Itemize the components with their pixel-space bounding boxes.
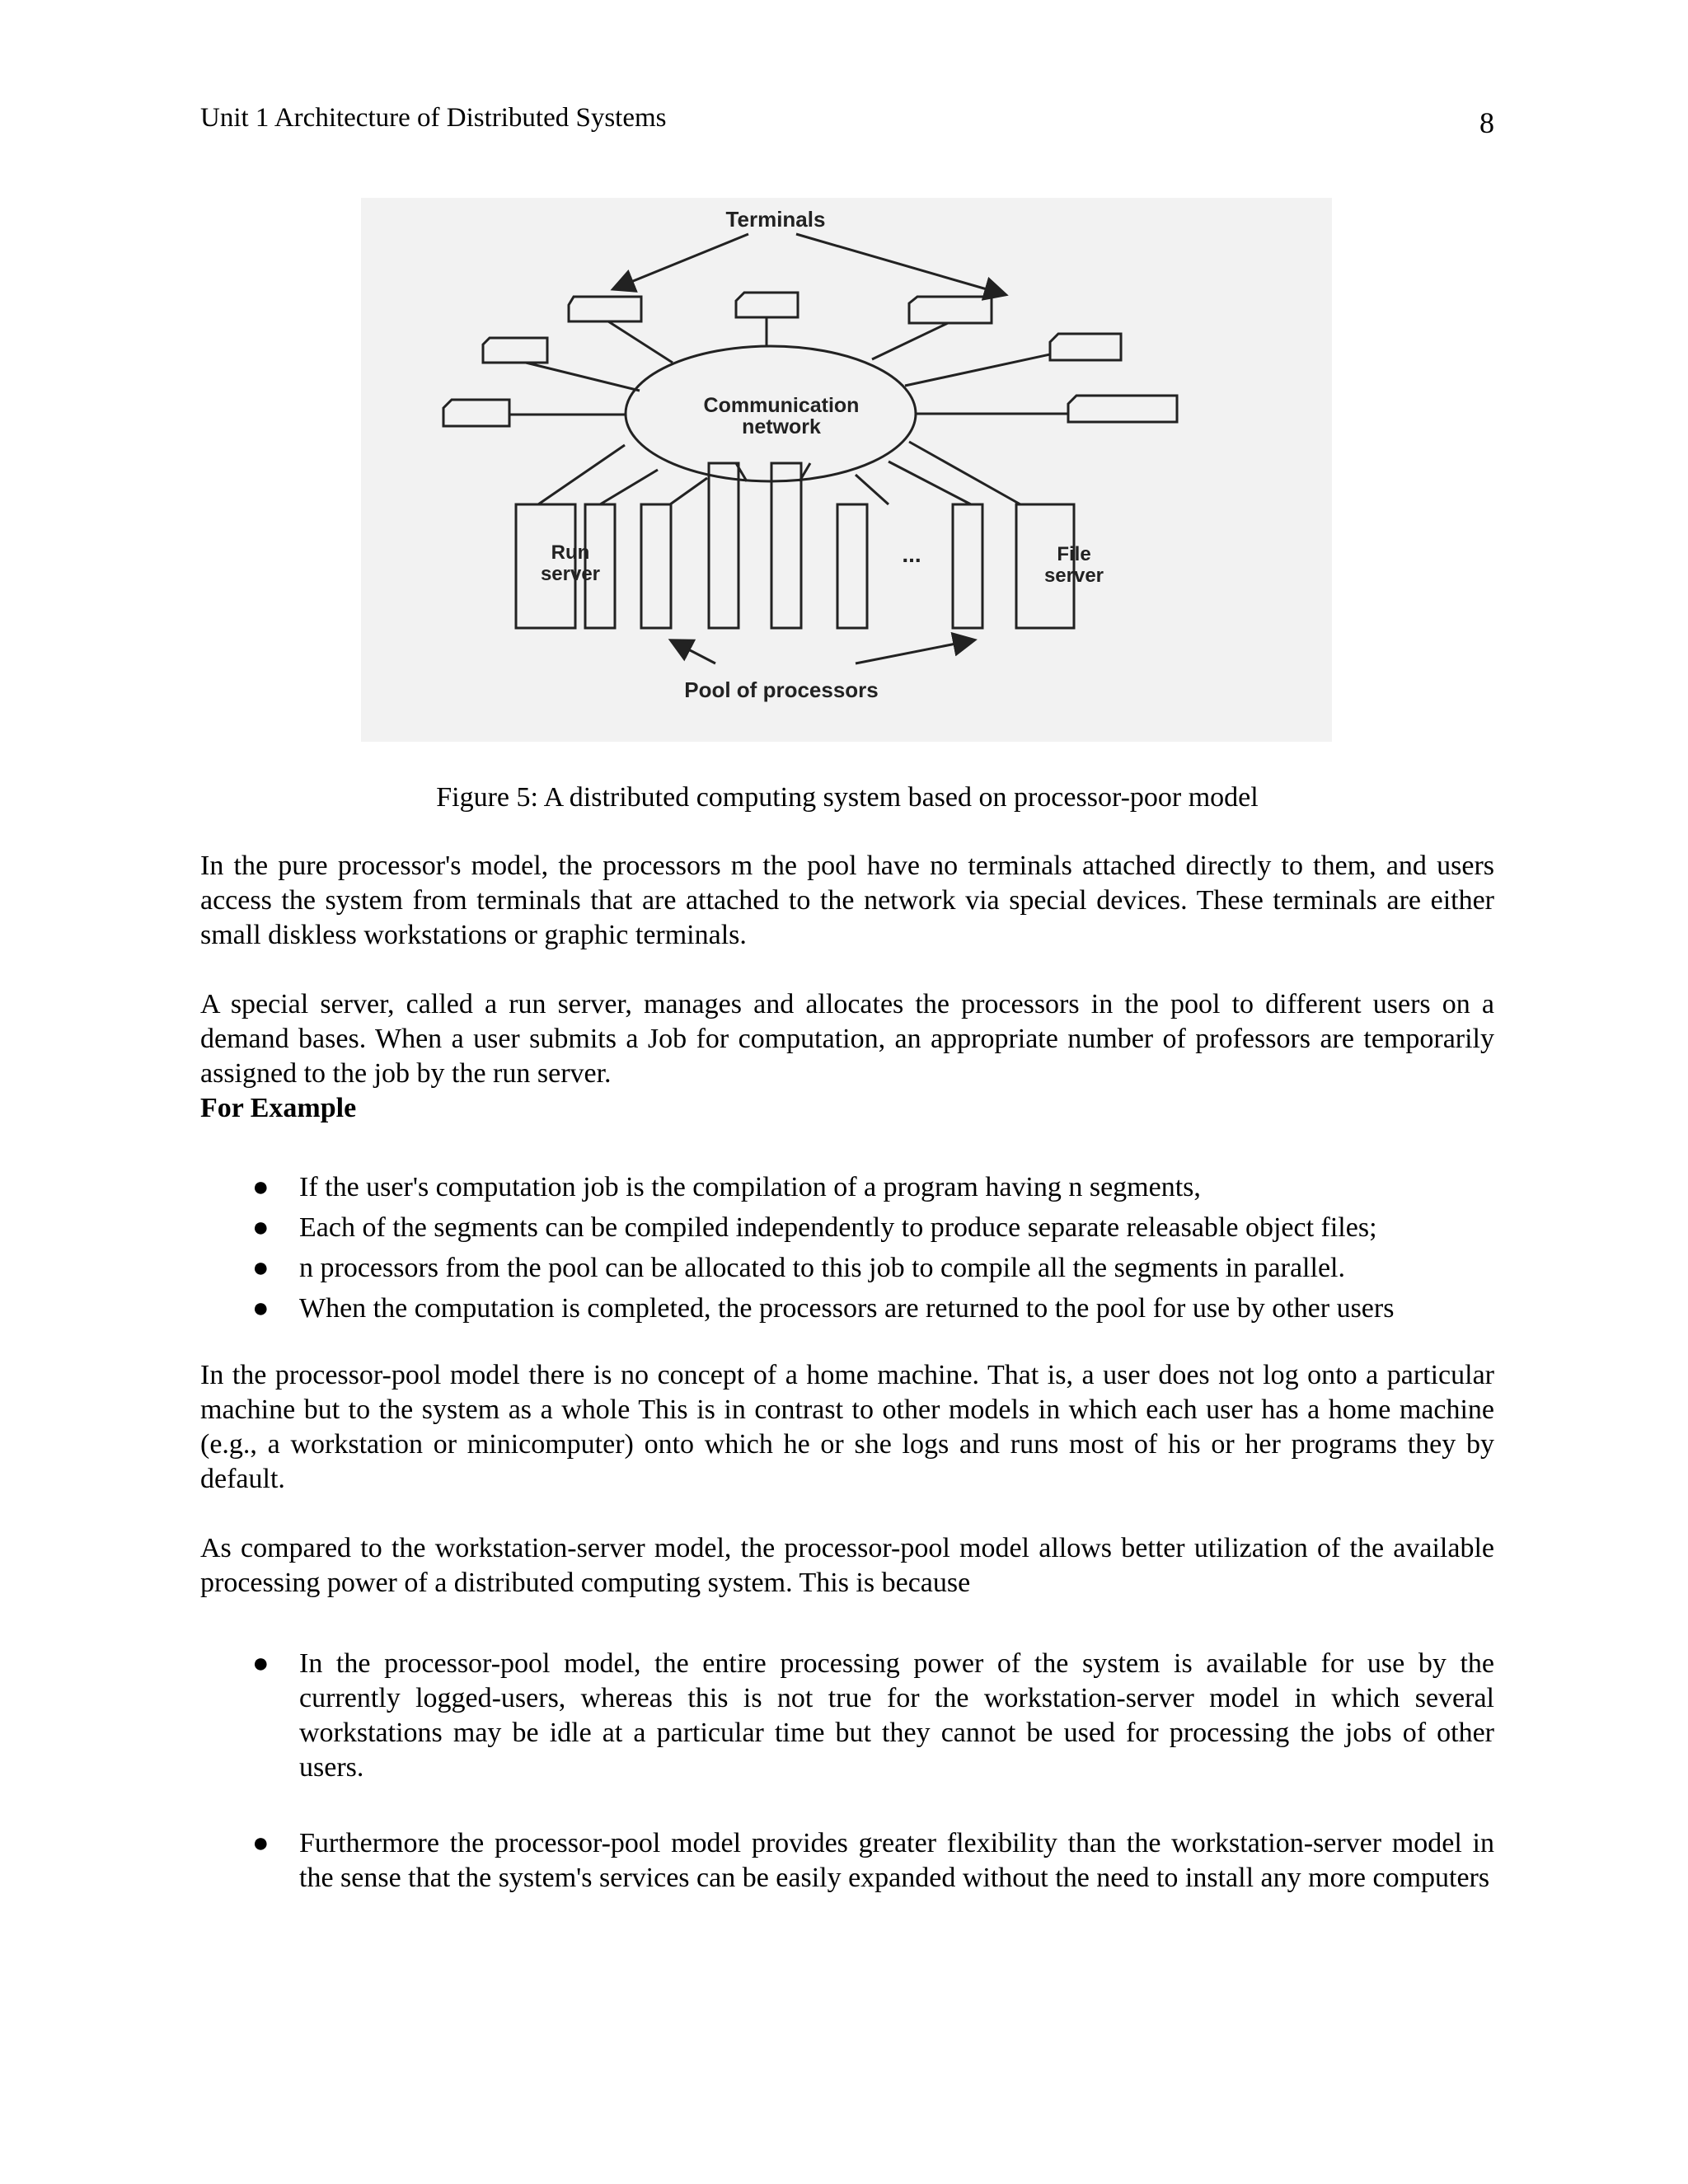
paragraph-4: As compared to the workstation-server model, the processor-pool model allows better utilization of the available processing power of a distributed computing system. This is because <box>200 1533 1494 1598</box>
processor-box <box>837 504 867 628</box>
list-item <box>200 1207 1494 1248</box>
list-item <box>200 1826 1494 1896</box>
connection-line <box>600 470 658 504</box>
bullet-icon: ● <box>252 1172 270 1202</box>
figure-caption: Figure 5: A distributed computing system based on processor-poor model <box>436 782 1259 813</box>
processor-box <box>709 463 738 628</box>
connection-line <box>608 321 673 363</box>
list-item <box>200 1248 1494 1288</box>
processor-box <box>771 463 801 628</box>
terminals-arrow-left <box>615 234 748 288</box>
connection-line <box>905 354 1050 386</box>
list-item <box>200 1288 1494 1329</box>
label-ellipsis: ... <box>902 541 921 567</box>
reason-bullet-list <box>200 1647 1494 1785</box>
example-heading: For Example <box>200 1093 357 1123</box>
figure-image <box>361 198 1332 742</box>
connection-line <box>872 323 948 359</box>
terminal-icon <box>569 297 641 321</box>
list-item-text: In the processor-pool model, the entire processing power of the system is available for use by the currently logged-users, whereas this is not true for the workstation-server model in which several workstations may be idle at a particular time but they cannot be used for processing the jobs of other users. <box>299 1648 1494 1783</box>
label-run-server-line1: Run <box>551 541 590 564</box>
label-network-line1: Communication <box>703 394 860 417</box>
pool-arrow-right <box>856 640 973 663</box>
processor-box <box>641 504 671 628</box>
bullet-icon: ● <box>252 1648 270 1679</box>
label-pool: Pool of processors <box>684 677 879 702</box>
bullet-icon: ● <box>252 1212 270 1243</box>
terminal-icon <box>736 293 798 317</box>
reason-bullet-list-2 <box>200 1826 1494 1896</box>
list-item-text: When the computation is completed, the processors are returned to the pool for use by other users <box>299 1293 1395 1324</box>
pool-arrow-left <box>673 641 715 663</box>
terminal-icon <box>1068 396 1177 422</box>
bullet-icon: ● <box>252 1828 270 1858</box>
distributed-system-diagram <box>361 198 1332 742</box>
page-number: 8 <box>1479 106 1494 139</box>
list-item <box>200 1167 1494 1207</box>
page-header <box>200 97 1494 138</box>
connection-line <box>538 445 625 504</box>
label-run-server-line2: server <box>540 563 601 585</box>
terminals-arrow-right <box>796 234 1004 294</box>
processor-box <box>953 504 982 628</box>
label-terminals: Terminals <box>725 207 826 232</box>
connection-line <box>909 442 1020 504</box>
list-item-text: Furthermore the processor-pool model provides greater flexibility than the workstation-server model in the sense that the system's services can be easily expanded without the need to install any more computers <box>299 1828 1494 1893</box>
paragraph-2: A special server, called a run server, manages and allocates the processors in the pool to different users on a demand bases. When a user submits a Job for computation, an appropriate number of professors are temporarily assigned to the job by the run server. <box>200 989 1494 1089</box>
list-item-text: n processors from the pool can be allocated to this job to compile all the segments in parallel. <box>299 1253 1345 1283</box>
label-file-server-line2: server <box>1043 565 1104 587</box>
terminal-icon <box>483 338 547 363</box>
paragraph-1: In the pure processor's model, the processors m the pool have no terminals attached directly to them, and users access the system from terminals that are attached to the network via special devices. These terminals are either small diskless workstations or graphic terminals. <box>200 851 1494 950</box>
connection-line <box>526 363 640 391</box>
list-item-text: If the user's computation job is the compilation of a program having n segments, <box>299 1172 1201 1202</box>
label-file-server-line1: File <box>1057 543 1091 565</box>
list-item-text: Each of the segments can be compiled independently to produce separate releasable object files; <box>299 1212 1377 1243</box>
terminal-icon <box>443 400 509 426</box>
bullet-icon: ● <box>252 1293 270 1324</box>
terminal-icon <box>1050 334 1121 360</box>
connection-line <box>889 462 971 504</box>
header-title: Unit 1 Architecture of Distributed Systems <box>200 103 667 133</box>
list-item <box>200 1647 1494 1785</box>
label-network-line2: network <box>742 415 821 438</box>
bullet-icon: ● <box>252 1253 270 1283</box>
paragraph-3: In the processor-pool model there is no concept of a home machine. That is, a user does not log onto a particular machine but to the system as a whole This is in contrast to other models in which each user has a home machine (e.g., a workstation or minicomputer) onto which he or she logs and runs most of his or her programs they by default. <box>200 1360 1494 1494</box>
example-bullet-list <box>200 1167 1494 1329</box>
connection-line <box>856 475 889 504</box>
connection-line <box>670 478 707 504</box>
terminal-icon <box>909 297 992 323</box>
